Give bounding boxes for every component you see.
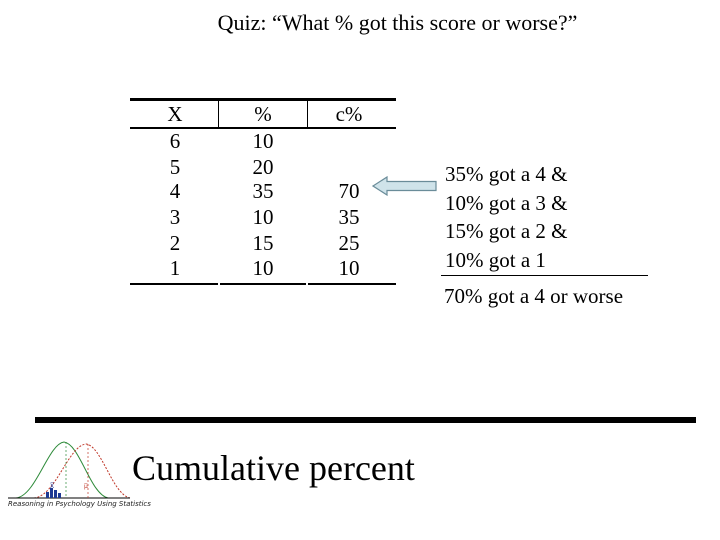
logo-bar [46, 492, 49, 498]
table-cell-x: 5 [169, 155, 181, 179]
table-cell-percent: 20 [252, 155, 274, 179]
table-header-percent: % [254, 102, 272, 126]
breakdown-line: 15% got a 2 & [445, 219, 568, 243]
table-cell-x: 6 [169, 129, 181, 153]
table-bottom-rule [130, 283, 218, 285]
logo-caption: Reasoning in Psychology Using Statistics [8, 500, 151, 508]
table-header-divider [307, 101, 308, 127]
table-cell-percent: 35 [252, 179, 274, 203]
table-cell-x: 3 [169, 205, 181, 229]
footer-bar [35, 417, 696, 423]
table-cell-cumulative: 70 [338, 179, 360, 203]
table-cell-x: 1 [169, 256, 181, 280]
table-cell-percent: 10 [252, 129, 274, 153]
breakdown-text [445, 160, 567, 274]
frequency-table [130, 98, 396, 288]
left-arrow-icon [372, 176, 438, 196]
table-bottom-rule [308, 283, 396, 285]
logo-label-sample-mean: X̅ [50, 483, 55, 490]
table-cell-cumulative: 35 [338, 205, 360, 229]
breakdown-line: 10% got a 1 [445, 247, 546, 272]
table-cell-x: 2 [169, 231, 181, 255]
table-header-x: X [167, 102, 183, 126]
table-cell-cumulative: 25 [338, 231, 360, 255]
logo-bar [54, 490, 57, 498]
logo-bar [58, 493, 61, 498]
table-cell-x: 4 [169, 179, 181, 203]
breakdown-line: 10% got a 3 & [445, 190, 568, 215]
logo-label-population-mean: μ̅ [84, 483, 88, 490]
sum-rule [441, 275, 648, 276]
table-cell-percent: 10 [252, 205, 274, 229]
table-header-cumulative-percent: c% [335, 102, 363, 126]
slide-title: Quiz: “What % got this score or worse?” [217, 10, 578, 35]
table-cell-cumulative: 10 [338, 256, 360, 280]
table-bottom-rule [220, 283, 306, 285]
table-header-divider [218, 101, 219, 127]
breakdown-line: 35% got a 4 & [445, 162, 568, 186]
breakdown-total: 70% got a 4 or worse [444, 284, 624, 308]
distribution-logo-icon [6, 434, 131, 506]
table-cell-percent: 10 [252, 256, 274, 280]
footer-title: Cumulative percent [132, 448, 415, 488]
table-cell-percent: 15 [252, 231, 274, 255]
